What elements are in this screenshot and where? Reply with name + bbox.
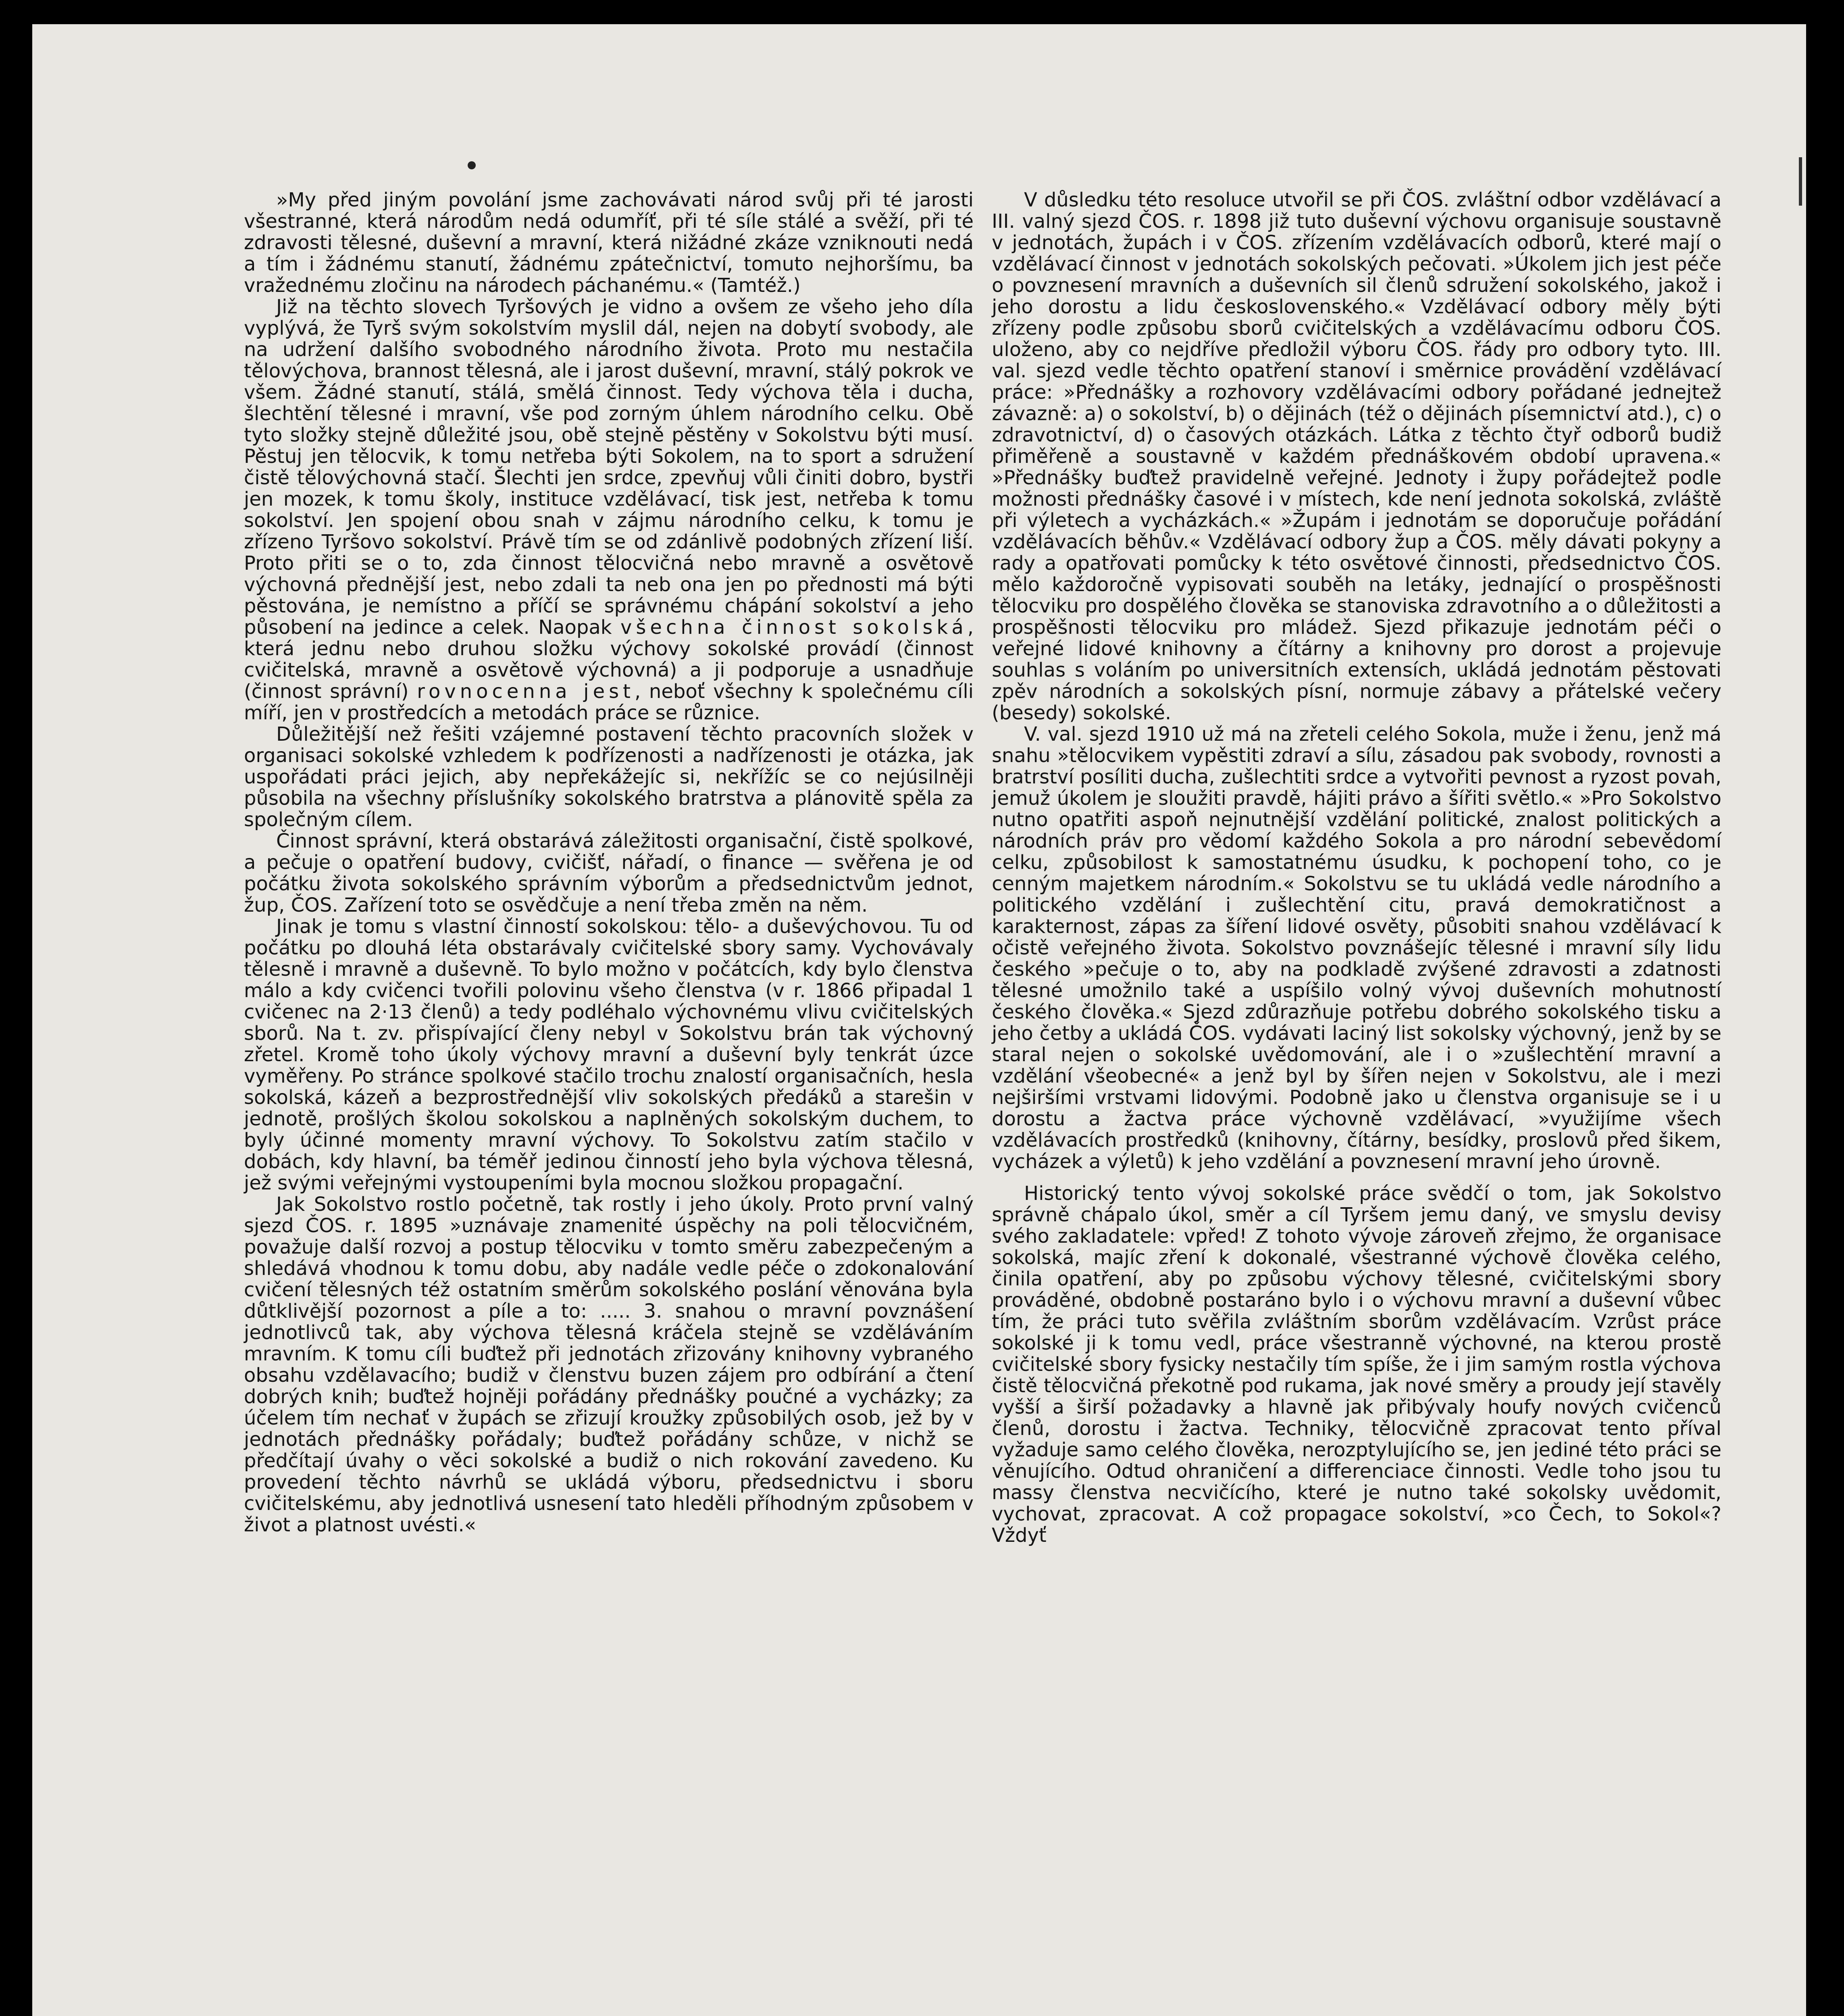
paragraph-text: , která jednu nebo druhou složku výchovy sokolské provádí (činnost cvičitelská, mravně a osvětově výchovná) a ji podporuje a usnadňuje (činnost správní) (244, 616, 974, 703)
right-column (992, 190, 1721, 1996)
book-page (32, 24, 1806, 2016)
paragraph-text: Již na těchto slovech Tyršových je vidno a ovšem ze všeho jeho díla vyplývá, že Tyrš svým sokolstvím myslil dál, nejen na dobytí svobody, ale na udržení dalšího svobodného národního života. Proto mu nestačila tělovýchova, brannost tělesná, ale i jarost duševní, mravní, stálý pokrok ve všem. Žádné stanutí, stálá, smělá činnost. Tedy výchova těla i ducha, šlechtění tělesné i mravní, vše pod zorným úhlem národního celku. Obě tyto složky stejně důležité jsou, obě stejně pěstěny v Sokolstvu býti musí. Pěstuj jen tělocvik, k tomu netřeba býti Sokolem, na to sport a sdružení čistě tělovýchovná stačí. Šlechti jen srdce, zpevňuj vůli činiti dobro, bystři jen mozek, k tomu školy, instituce vzdělávací, tisk jest, netřeba k tomu sokolství. Jen spojení obou snah v zájmu národního celku, k tomu je zřízeno Tyršovo sokolství. Právě tím se od zdánlivě podobných zřízení liší. Proto přiti se o to, zda činnost tělocvičná nebo mravně a osvětově výchovná přednější jest, nebo zdali ta neb ona jen po přednosti má býti pěstována, je nemístno a příčí se správnému chápání sokolství a jeho působení na jedince a celek. Naopak (244, 296, 974, 639)
left-paragraph-4: Činnost správní, která obstarává záležitosti organisační, čistě spolkové, a pečuje o opatření budovy, cvičišť, nářadí, o finance — svěřena je od počátku života sokolského správním výborům a předsednictvům jednot, žup, ČOS. Zařízení toto se osvědčuje a není třeba změn na něm. (244, 830, 974, 916)
left-paragraph-1: »My před jiným povolání jsme zachovávati národ svůj při té jarosti všestranné, která národům nedá odumříť, při té síle stálé a svěží, při té zdravosti tělesné, duševní a mravní, která nižádné zkáze vzniknouti nedá a tím i žádnému stanutí, žádnému zpátečnictví, tomuto nejhoršímu, ba vražednému zločinu na národech páchanému.« (Tamtéž.) (244, 189, 974, 297)
ink-dot (468, 161, 476, 169)
left-column (244, 190, 974, 1964)
left-paragraph-6: Jak Sokolstvo rostlo početně, tak rostly i jeho úkoly. Proto první valný sjezd ČOS. r. 1895 »uznávaje znamenité úspěchy na poli tělocvičném, považuje další rozvoj a postup tělocviku v tomto směru zabezpečeným a shledává vhodnou k tomu dobu, aby nadále vedle péče o zdokonalování cvičení tělesných též ostatním směrům sokolského poslání věnována byla důtklivější pozornost a píle a to: ..... 3. snahou o mravní povznášení jednotlivců tak, aby výchova tělesná kráčela stejně se vzděláváním mravním. K tomu cíli buďtež při jednotách zřizovány knihovny vybraného obsahu vzdělavacího; budiž v členstvu buzen zájem pro odbírání a čtení dobrých knih; buďtež hojněji pořádány přednášky poučné a vycházky; za účelem tím nechať v župách se zřizují kroužky způsobilých osob, jež by v jednotách přednášky pořádaly; buďtež pořádány schůze, v nichž se předčítají úvahy o věci sokolské a budiž o nich rokování zavedeno. Ku provedení těchto návrhů se ukládá výboru, předsednictvu i sboru cvičitelskému, aby jednotlivá usnesení tato hleděli příhodným způsobem v život a platnost uvésti.« (244, 1193, 974, 1536)
paragraph-text: , neboť všechny k společnému cíli míří, jen v prostředcích a metodách práce se různice. (244, 680, 974, 724)
spaced-emphasis: všechna činnost sokolská (620, 616, 968, 639)
page-edge-mark (1799, 157, 1802, 206)
left-paragraph-5: Jinak je tomu s vlastní činností sokolskou: tělo- a duševýchovou. Tu od počátku po dlouhá léta obstarávaly cvičitelské sbory samy. Vychovávaly tělesně i mravně a duševně. To bylo možno v počátcích, kdy bylo členstva málo a kdy cvičenci tvořili polovinu všeho členstva (v r. 1866 připadal 1 cvičenec na 2·13 členů) a tedy podléhalo výchovnému vlivu cvičitelských sborů. Na t. zv. přispívající členy nebyl v Sokolstvu brán tak výchovný zřetel. Kromě toho úkoly výchovy mravní a duševní byly tenkrát úzce vyměřeny. Po stránce spolkové stačilo trochu znalostí organisačních, hesla sokolská, kázeň a bezprostřednější vliv sokolských předáků a starešin v jednotě, prošlých školou sokolskou a naplněných sokolským duchem, to byly účinné momenty mravní výchovy. To Sokolstvu zatím stačilo v dobách, kdy hlavní, ba téměř jedinou činností jeho byla výchova tělesná, jež svými veřejnými vystoupeními byla mocnou složkou propagační. (244, 915, 974, 1194)
left-paragraph-3: Důležitější než řešiti vzájemné postavení těchto pracovních složek v organisaci sokolské vzhledem k podřízenosti a nadřízenosti je otázka, jak uspořádati práci jejich, aby nepřekážejíc si, nekřížíc se co nejúsilněji působila na všechny příslušníky sokolského bratrstva a plánovitě spěla za společným cílem. (244, 723, 974, 831)
left-paragraph-2 (244, 296, 974, 724)
right-paragraph-2: V. val. sjezd 1910 už má na zřeteli celého Sokola, muže i ženu, jenž má snahu »tělocvikem vypěstiti zdraví a sílu, zásadou pak svobody, rovnosti a bratrství posíliti ducha, zušlechtiti srdce a vytvořiti pevnost a ryzost povah, jemuž úkolem je sloužiti pravdě, hájiti právo a šířiti světlo.« »Pro Sokolstvo nutno opatřiti aspoň nejnutnější vzdělání politické, znalost politických a národních práv pro vědomí každého Sokola a pro národní sebevědomí celku, způsobilost k samostatnému úsudku, k pochopení toho, co je cenným majetkem národním.« Sokolstvu se tu ukládá vedle národního a politického vzdělání i zušlechtění citu, pravá demokratičnost a karakternost, zápas za šíření lidové osvěty, působiti snahou vzdělávací k očistě veřejného života. Sokolstvo povznášejíc tělesné i mravní síly lidu českého »pečuje o to, aby na podkladě zvýšené zdravosti a zdatnosti tělesné umožnilo také a uspíšilo volný vývoj duševních mohutností českého člověka.« Sjezd zdůrazňuje potřebu dobrého sokolského tisku a jeho četby a ukládá ČOS. vydávati laciný list sokolsky výchovný, jenž by se staral nejen o sokolské uvědomování, ale i o »zušlechtění mravní a vzdělání všeobecné« a jenž byl by šířen nejen v Sokolstvu, ale i mezi nejširšími vrstvami lidovými. Podobně jako u členstva organisuje se i u dorostu a žactva práce výchovně vzdělávací, »využijíme všech vzdělávacích prostředků (knihovny, čítárny, besídky, proslovů před šikem, vycházek a výletů) k jeho vzdělání a povznesení mravní jeho úrovně. (992, 723, 1721, 1173)
right-paragraph-3: Historický tento vývoj sokolské práce svědčí o tom, jak Sokolstvo správně chápalo úkol, směr a cíl Tyršem jemu daný, ve smyslu devisy svého zakladatele: vpřed! Z tohoto vývoje zároveň zřejmo, že organisace sokolská, majíc zření k dokonalé, všestranné výchově člověka celého, činila opatření, aby po způsobu výchovy tělesné, cvičitelskými sbory prováděné, obdobně postaráno bylo i o výchovu mravní a duševní vůbec tím, že práci tuto svěřila zvláštním sborům vzdělávacím. Vzrůst práce sokolské ji k tomu vedl, práce všestranně výchovné, na kterou prostě cvičitelské sbory fysicky nestačily tím spíše, že i jim samým rostla výchova čistě tělocvičná překotně pod rukama, jak nové směry a proudy její stavěly vyšší a širší požadavky a hlavně jak přibývaly houfy nových cvičenců členů, dorostu i žactva. Techniky, tělocvičně zpracovat tento příval vyžaduje samo celého člověka, nerozptylujícího se, jen jediné této práci se věnujícího. Odtud ohraničení a differenciace činnosti. Vedle toho jsou tu massy členstva necvičícího, které je nutno také sokolsky uvědomit, vychovat, zpracovat. A což propagace sokolství, »co Čech, to Sokol«? Vždyť (992, 1182, 1721, 1547)
right-paragraph-1: V důsledku této resoluce utvořil se při ČOS. zvláštní odbor vzdělávací a III. valný sjezd ČOS. r. 1898 již tuto duševní výchovu organisuje soustavně v jednotách, župách i v ČOS. zřízením vzdělávacích odborů, které mají o vzdělávací činnost v jednotách sokolských pečovati. »Úkolem jich jest péče o povznesení mravních a duševních sil členů sdružení sokolského, jakož i jeho dorostu a lidu československého.« Vzdělávací odbory měly býti zřízeny podle způsobu sborů cvičitelských a vzdělávacímu odboru ČOS. uloženo, aby co nejdříve předložil výboru ČOS. řády pro odbory tyto. III. val. sjezd vedle těchto opatření stanoví i směrnice provádění vzdělávací práce: »Přednášky a rozhovory vzdělávacími odbory pořádané jednejtež závazně: a) o sokolství, b) o dějinách (též o dějinách písemnictví atd.), c) o zdravotnictví, d) o časových otázkách. Látka z těchto čtyř odborů budiž přiměřeně a soustavně v každém přednáškovém období upravena.« »Přednášky buďtež pravidelně veřejné. Jednoty i župy pořádejtež podle možnosti přednášky časové i v místech, kde není jednota sokolská, zvláště při výletech a vycházkách.« »Župám i jednotám se doporučuje pořádání vzdělávacích běhův.« Vzdělávací odbory žup a ČOS. měly dávati pokyny a rady a opatřovati pomůcky k této osvětové činnosti, předsednictvo ČOS. mělo každoročně vypisovati souběh na letáky, jednající o prospěšnosti tělocviku pro dospělého člověka se stanoviska zdravotního a o důležitosti a prospěšnosti tělocviku pro mládež. Sjezd přikazuje jednotám péči o veřejné lidové knihovny a čítárny a knihovny pro dorost a projevuje souhlas s voláním po universitních extensích, ukládá jednotám pěstovati zpěv národních a sokolských písní, normuje zábavy a přátelské večery (besedy) sokolské. (992, 189, 1721, 724)
spaced-emphasis: rovnocenna jest (417, 680, 635, 703)
